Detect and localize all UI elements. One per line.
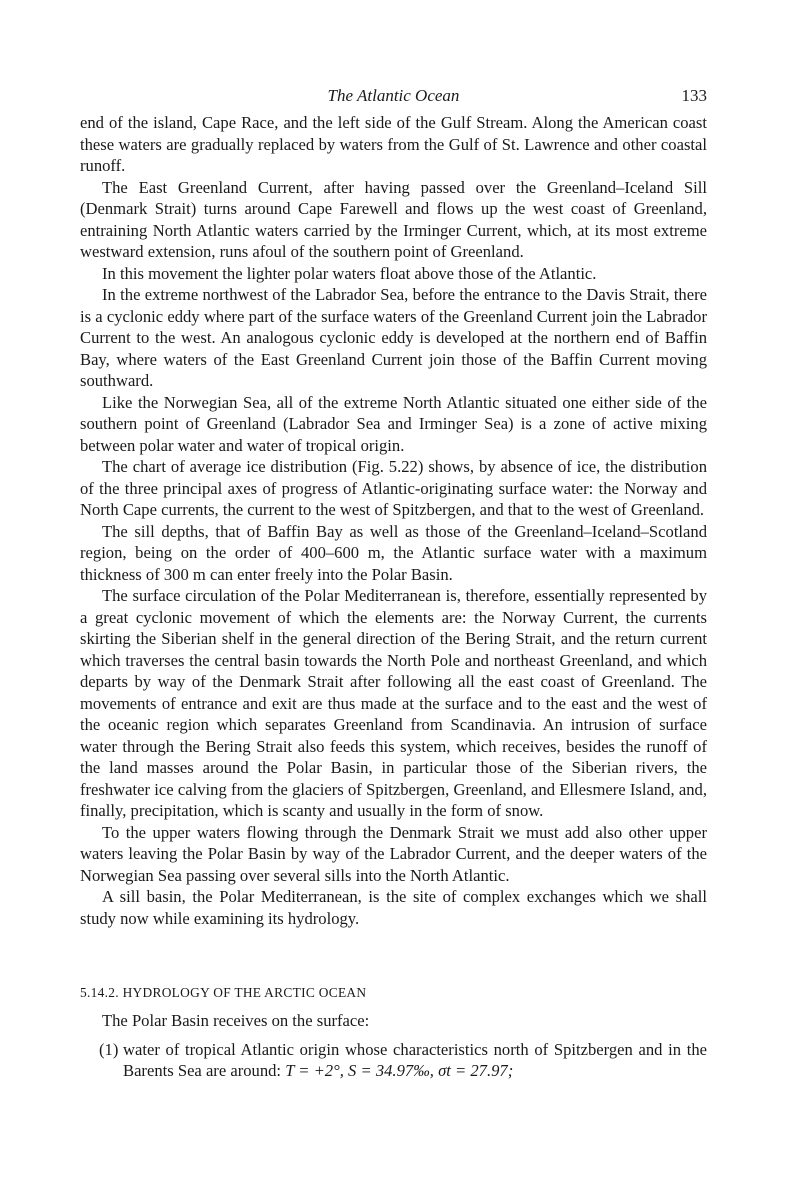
formula bbox=[285, 1061, 513, 1080]
body-text bbox=[80, 112, 707, 929]
paragraph-continuation: end of the island, Cape Race, and the left side of the Gulf Stream. Along the American coast these waters are gradually replaced by waters from the Gulf of St. Lawrence and other coastal runoff. bbox=[80, 113, 707, 175]
paragraph: In this movement the lighter polar waters float above those of the Atlantic. bbox=[102, 263, 597, 283]
formula-temperature: T = +2°, bbox=[285, 1061, 344, 1080]
page-header bbox=[80, 82, 707, 112]
paragraph: The sill depths, that of Baffin Bay as well as those of the Greenland–Iceland–Scotland region, being on the order of 400–600 m, the Atlantic surface water with a maximum thickness of 300 m can enter freely into the Polar Basin. bbox=[80, 521, 707, 584]
paragraph: A sill basin, the Polar Mediterranean, is the site of complex exchanges which we shall study now while examining its hydrology. bbox=[80, 887, 707, 928]
paragraph: The surface circulation of the Polar Mediterranean is, therefore, essentially represented by a great cyclonic movement of which the elements are: the Norway Current, the currents skirting the Siberian shelf in the general direction of the Bering Strait, and the return current which traverses the central basin towards the North Pole and northeast Greenland, and which departs by way of the Denmark Strait after following all the east coast of Greenland. The movements of entrance and exit are thus made at the surface and to the east and the west of the oceanic region which separates Greenland from Scandinavia. An intrusion of surface water through the Bering Strait also feeds this system, which receives, besides the runoff of the land masses around the Polar Basin, in particular those of the Siberian rivers, the freshwater ice calving from the glaciers of Spitzbergen, Greenland, and Ellesmere Island, and, finally, precipitation, which is scanty and usually in the form of snow. bbox=[80, 586, 707, 820]
page bbox=[80, 82, 707, 1082]
formula-density: σt = 27.97; bbox=[438, 1061, 514, 1080]
section-intro: The Polar Basin receives on the surface: bbox=[102, 1011, 370, 1030]
paragraph: The East Greenland Current, after having passed over the Greenland–Iceland Sill (Denmark Strait) turns around Cape Farewell and flows up the west coast of Greenland, entraining North Atlantic waters carried by the Irminger Current, which, at its most extreme westward extension, runs afoul of the southern point of Greenland. bbox=[80, 177, 707, 261]
list-marker: (1) bbox=[99, 1039, 119, 1059]
paragraph: The chart of average ice distribution (Fig. 5.22) shows, by absence of ice, the distribution of the three principal axes of progress of Atlantic-originating surface water: the Norway and North Cape currents, the current to the west of Spitzbergen, and that to the west of Greenland. bbox=[80, 457, 707, 519]
paragraph: To the upper waters flowing through the Denmark Strait we must add also other upper waters leaving the Polar Basin by way of the Labrador Current, and the deeper waters of the Norwegian Sea passing over several sills into the North Atlantic. bbox=[80, 822, 707, 885]
page-number: 133 bbox=[681, 86, 707, 105]
formula-salinity: S = 34.97‰, bbox=[348, 1061, 434, 1080]
paragraph: Like the Norwegian Sea, all of the extreme North Atlantic situated one either side of the southern point of Greenland (Labrador Sea and Irminger Sea) is a zone of active mixing between polar water and water of tropical origin. bbox=[80, 392, 707, 455]
list-item-text: water of tropical Atlantic origin whose characteristics north of Spitzbergen and in the Barents Sea are around: bbox=[123, 1039, 707, 1080]
section-heading: 5.14.2. HYDROLOGY OF THE ARCTIC OCEAN bbox=[80, 985, 367, 1000]
paragraph: In the extreme northwest of the Labrador Sea, before the entrance to the Davis Strait, there is a cyclonic eddy where part of the surface waters of the Greenland Current join the Labrador Current to the west. An analogous cyclonic eddy is developed at the northern end of Baffin Bay, where waters of the East Greenland Current join those of the Baffin Current moving southward. bbox=[80, 285, 707, 390]
running-title: The Atlantic Ocean bbox=[327, 86, 460, 105]
list-item bbox=[80, 1039, 707, 1082]
